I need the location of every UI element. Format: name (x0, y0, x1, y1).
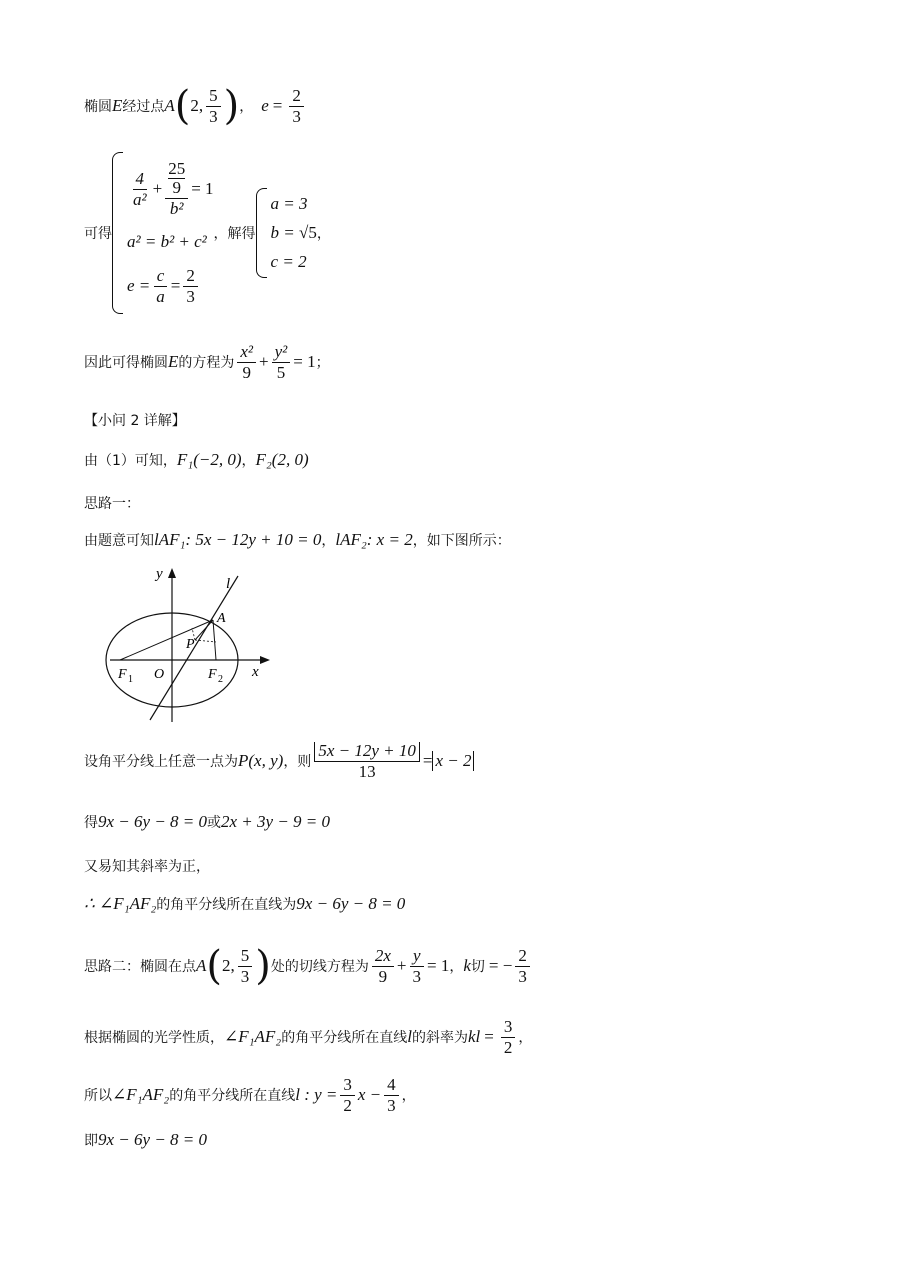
line-bisector-equation: 所以 ∠F₁AF₂ 的角平分线所在直线 l : y = $\frac{3}{2}$ x − $\frac{4}{3}$ ， (84, 1075, 416, 1115)
section-heading-q2: 【小问 2 详解】 (84, 413, 186, 429)
point-y-fraction: $\frac{5}{3}$ (206, 87, 221, 126)
svg-text:2: 2 (218, 674, 223, 685)
x-axis-label: x (252, 664, 259, 680)
y-axis-label: y (156, 566, 163, 582)
line-conclusion-one: ∴ ∠F₁AF₂ 的角平分线所在直线为 9x − 6y − 8 = 0 (84, 894, 406, 913)
line-system-equations: 可得 $\frac{4}{\text{a²}}$ + 25 9 b² = 1 a² = b² + c² e = $\frac{c}{a}$ = $\frac{2}{3}$ ，解得 a = 3 b = √5 c = 2 ， (84, 152, 331, 314)
approach-one-label: 思路一： (84, 496, 140, 512)
focus-f1-label: F (118, 667, 127, 682)
line-bisector-distance: 设角平分线上任意一点为 P(x, y) ，则 $\frac{5x - 12y + 10}{13}$ = x − 2 (84, 742, 474, 781)
focus-f2-label: F (208, 667, 217, 682)
svg-text:1: 1 (128, 674, 133, 685)
point-a-label: A (217, 611, 226, 626)
system-left: $\frac{4}{\text{a²}}$ + 25 9 b² = 1 a² = b² + c² e = $\frac{c}{a}$ = $\frac{2}{3}$ (112, 152, 214, 314)
line-ellipse-equation: 因此可得椭圆 E 的方程为 $\frac{\text{x²}}{9}$ + $\frac{\text{y²}}{5}$ = 1 ； (84, 342, 330, 382)
line-l-label: l (226, 576, 231, 592)
origin-label: O (154, 667, 165, 682)
line-optical-property: 根据椭圆的光学性质， ∠F₁AF₂ 的角平分线所在直线 l 的斜率为 k l = $\frac{3}{2}$ ， (84, 1017, 533, 1057)
line-two-solutions: 得 9x − 6y − 8 = 0 或 2x + 3y − 9 = 0 (84, 812, 331, 831)
system-solution: a = 3 b = √5 c = 2 (256, 188, 317, 278)
line-foci: 由（1）可知， F₁(−2, 0) ， F₂(2, 0) (84, 450, 309, 469)
point-p-label: P (186, 637, 195, 652)
line-final-answer: 即 9x − 6y − 8 = 0 (84, 1130, 208, 1149)
eccentricity-fraction: $\frac{2}{3}$ (289, 87, 304, 126)
line-ellipse-through-point: 椭圆 E 经过点 A ( 2, $\frac{5}{3}$ ) ， e = $\frac{2}{3}$ (84, 86, 307, 126)
ellipse-diagram (100, 562, 280, 732)
line-lines-af: 由题意可知 l AF₁ : 5x − 12y + 10 = 0 ， l AF₂ : x = 2 ，如下图所示： (84, 530, 511, 549)
line-positive-slope: 又易知其斜率为正， (84, 859, 210, 875)
line-approach-two-tangent: 思路二：椭圆在点 A ( 2, $\frac{5}{3}$ ) 处的切线方程为 $\frac{2x}{9}$ + $\frac{y}{3}$ = 1 ， k 切 = − $\frac{2}{3}$ (84, 946, 533, 986)
